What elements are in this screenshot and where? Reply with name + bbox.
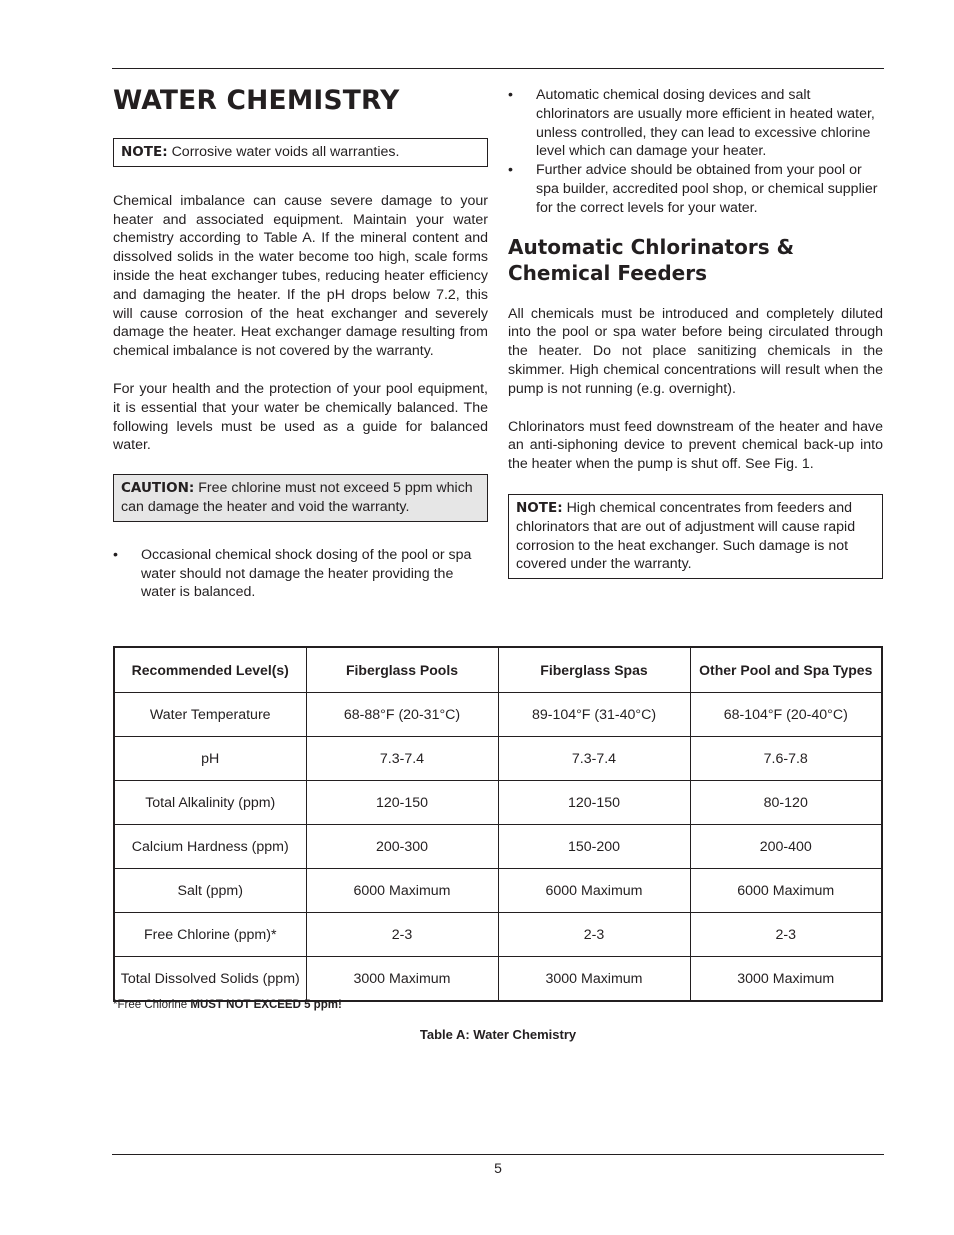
table-cell: Water Temperature <box>114 693 306 737</box>
left-column <box>113 84 488 602</box>
table-cell: 89-104°F (31-40°C) <box>498 693 690 737</box>
table-cell: 150-200 <box>498 825 690 869</box>
top-rule <box>112 68 884 69</box>
table-cell: Total Alkalinity (ppm) <box>114 781 306 825</box>
bullet-dot: • <box>508 87 513 103</box>
bottom-rule <box>112 1154 884 1155</box>
table-row <box>114 913 882 957</box>
table-row <box>114 869 882 913</box>
header-cell: Other Pool and Spa Types <box>690 647 882 693</box>
list-item <box>508 161 883 217</box>
table-cell: 3000 Maximum <box>498 957 690 1002</box>
note-text: Corrosive water voids all warranties. <box>171 144 400 160</box>
note-label: NOTE: <box>121 144 168 160</box>
table-cell: 2-3 <box>690 913 882 957</box>
page-title: WATER CHEMISTRY <box>113 85 400 116</box>
caution-box <box>113 474 488 522</box>
table-cell: 3000 Maximum <box>306 957 498 1002</box>
table-cell: Calcium Hardness (ppm) <box>114 825 306 869</box>
note-text: High chemical concentrates from feeders and chlorinators that are out of adjustment will cause rapid corrosion to the heat exchanger. Such damage is not covered under the warranty. <box>516 499 856 573</box>
paragraph-chlorinators-downstream: Chlorinators must feed downstream of the heater and have an anti-siphoning device to prevent chemical back-up into the heater when the pump is shut off. See Fig. 1. <box>508 418 883 473</box>
table-row <box>114 693 882 737</box>
table-cell: 80-120 <box>690 781 882 825</box>
table-cell: Salt (ppm) <box>114 869 306 913</box>
table-cell: 6000 Maximum <box>690 869 882 913</box>
table-row <box>114 825 882 869</box>
note-box-concentrates <box>508 494 883 579</box>
table-cell: 68-104°F (20-40°C) <box>690 693 882 737</box>
footnote-prefix: *Free Chlorine <box>113 999 188 1011</box>
table-cell: 2-3 <box>498 913 690 957</box>
note-box-warranty <box>113 138 488 167</box>
table-cell: pH <box>114 737 306 781</box>
table-cell: 6000 Maximum <box>498 869 690 913</box>
table-cell: 68-88°F (20-31°C) <box>306 693 498 737</box>
bullet-text: Occasional chemical shock dosing of the pool or spa water should not damage the heater providing the water is balanced. <box>141 546 472 601</box>
water-chemistry-table <box>113 646 883 1002</box>
list-item <box>508 86 883 161</box>
section-heading-chlorinators: Automatic Chlorinators & Chemical Feeders <box>508 234 795 285</box>
table-cell: Free Chlorine (ppm)* <box>114 913 306 957</box>
table-cell: 7.3-7.4 <box>498 737 690 781</box>
page-number: 5 <box>494 1160 502 1176</box>
table-cell: 120-150 <box>306 781 498 825</box>
table-cell: 3000 Maximum <box>690 957 882 1002</box>
bullet-text: Further advice should be obtained from your pool or spa builder, accredited pool shop, or chemical supplier for the correct levels for your water. <box>536 162 878 216</box>
table-cell: Total Dissolved Solids (ppm) <box>114 957 306 1002</box>
header-cell: Fiberglass Spas <box>498 647 690 693</box>
caution-label: CAUTION: <box>121 480 195 497</box>
paragraph-chemicals-diluted: All chemicals must be introduced and completely diluted into the pool or spa water before being circulated through the heater. Do not place sanitizing chemicals in the skimmer. High chemical concentrations will result when the pump is not running (e.g. overnight). <box>508 305 883 397</box>
table-cell: 120-150 <box>498 781 690 825</box>
note-label: NOTE: <box>516 499 563 516</box>
table-caption: Table A: Water Chemistry <box>419 1027 577 1042</box>
table-cell: 7.6-7.8 <box>690 737 882 781</box>
table-row <box>114 781 882 825</box>
table-cell: 2-3 <box>306 913 498 957</box>
table-cell: 7.3-7.4 <box>306 737 498 781</box>
table-header-row <box>114 647 882 693</box>
right-column <box>508 86 883 579</box>
table-cell: 6000 Maximum <box>306 869 498 913</box>
table-row <box>114 737 882 781</box>
table-row <box>114 957 882 1002</box>
footnote-warning: MUST NOT EXCEED 5 ppm! <box>190 999 342 1011</box>
paragraph-chemical-imbalance: Chemical imbalance can cause severe damage to your heater and associated equipment. Maintain your water chemistry according to Table A. If the mineral content and dissolved solids in the water become too high, scale forms inside the heat exchanger tubes, reducing heater efficiency and damaging the heater. If the pH drops below 7.2, this will cause corrosion of the heat exchanger and severely damage the heater. Heat exchanger damage resulting from chemical imbalance is not covered by the warranty. <box>113 192 488 360</box>
bullet-text: Automatic chemical dosing devices and salt chlorinators are usually more efficient in heated water, unless controlled, they can lead to excessive chlorine level which can damage your heater. <box>536 87 875 160</box>
list-item <box>113 546 488 602</box>
header-cell: Recommended Level(s) <box>114 647 306 693</box>
paragraph-health: For your health and the protection of your pool equipment, it is essential that your water be chemically balanced. The following levels must be used as a guide for balanced water. <box>113 380 488 454</box>
bullet-dot: • <box>508 162 513 179</box>
table-cell: 200-400 <box>690 825 882 869</box>
bullet-dot: • <box>113 546 118 563</box>
table-cell: 200-300 <box>306 825 498 869</box>
left-bullet-list <box>113 546 488 602</box>
table-footnote <box>113 999 342 1011</box>
caution-text: Free chlorine must not exceed 5 ppm which can damage the heater and void the warranty. <box>121 480 473 515</box>
header-cell: Fiberglass Pools <box>306 647 498 693</box>
right-bullet-list <box>508 86 883 218</box>
